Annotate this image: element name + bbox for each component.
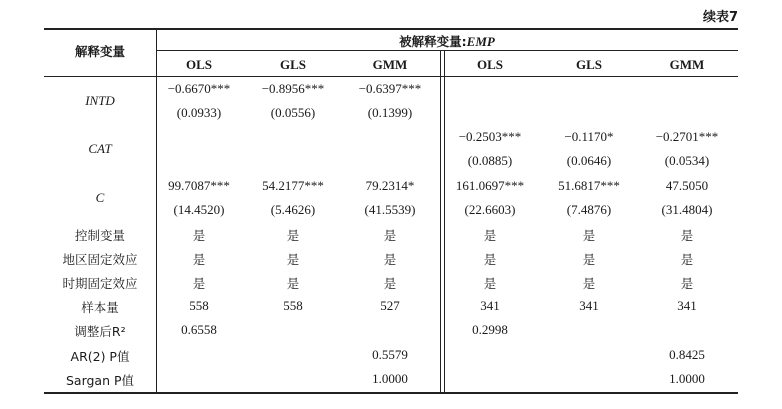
- c-coef-gmm-1: 79.2314*: [365, 178, 415, 193]
- intd-coef-gls-1: −0.8956***: [261, 81, 325, 96]
- time-fe-ols-1: 是: [192, 276, 206, 291]
- region-fe-gls-1: 是: [286, 252, 300, 267]
- row-label-intd: INTD: [85, 93, 115, 108]
- adj-r2-ols-1: 0.6558: [181, 322, 217, 337]
- cat-coef-gls-2: −0.1170*: [564, 129, 614, 144]
- c-se-gls-2: (7.4876): [566, 202, 612, 217]
- time-fe-gls-2: 是: [582, 276, 596, 291]
- n-gmm-1: 527: [380, 298, 400, 313]
- region-fe-gmm-2: 是: [680, 252, 694, 267]
- row-label-cat: CAT: [88, 141, 112, 156]
- bottom-rule: [44, 392, 738, 394]
- controls-ols-1: 是: [192, 228, 206, 243]
- row-label-c: C: [95, 190, 105, 205]
- dependent-variable-name: EMP: [466, 34, 495, 49]
- row-label-sample-size: 样本量: [81, 300, 119, 315]
- row-label-sargan: Sargan P值: [65, 373, 135, 388]
- controls-gls-2: 是: [582, 228, 596, 243]
- cat-se-gls-2: (0.0646): [566, 153, 612, 168]
- cat-coef-gmm-2: −0.2701***: [655, 129, 719, 144]
- regression-table: [44, 28, 738, 394]
- label-col-divider: [156, 28, 157, 394]
- c-se-ols-2: (22.6603): [464, 202, 516, 217]
- region-fe-ols-1: 是: [192, 252, 206, 267]
- intd-se-gls-1: (0.0556): [270, 105, 316, 120]
- n-ols-1: 558: [189, 298, 209, 313]
- intd-se-gmm-1: (0.1399): [367, 105, 413, 120]
- intd-coef-ols-1: −0.6670***: [167, 81, 231, 96]
- controls-gls-1: 是: [286, 228, 300, 243]
- sargan-gmm-2: 1.0000: [669, 371, 705, 386]
- region-fe-gmm-1: 是: [383, 252, 397, 267]
- time-fe-gmm-2: 是: [680, 276, 694, 291]
- table-caption: 续表7: [702, 10, 738, 25]
- n-ols-2: 341: [480, 298, 500, 313]
- col-header-gmm-1: GMM: [372, 57, 408, 72]
- col-header-gmm-2: GMM: [669, 57, 705, 72]
- col-header-gls-2: GLS: [575, 57, 603, 72]
- row-label-header: 解释变量: [74, 44, 126, 59]
- group-rule: [156, 50, 738, 51]
- controls-gmm-1: 是: [383, 228, 397, 243]
- cat-coef-ols-2: −0.2503***: [458, 129, 522, 144]
- ar2-gmm-2: 0.8425: [669, 347, 705, 362]
- c-coef-gmm-2: 47.5050: [665, 178, 709, 193]
- ar2-gmm-1: 0.5579: [372, 347, 408, 362]
- c-coef-gls-2: 51.6817***: [558, 178, 620, 193]
- row-label-time-fe: 时期固定效应: [62, 276, 138, 291]
- adj-r2-ols-2: 0.2998: [472, 322, 508, 337]
- header-rule: [44, 76, 738, 77]
- sargan-gmm-1: 1.0000: [372, 371, 408, 386]
- c-se-gls-1: (5.4626): [270, 202, 316, 217]
- time-fe-gls-1: 是: [286, 276, 300, 291]
- row-label-controls: 控制变量: [74, 228, 126, 243]
- dependent-variable-header: [399, 32, 495, 50]
- cat-se-gmm-2: (0.0534): [664, 153, 710, 168]
- region-fe-gls-2: 是: [582, 252, 596, 267]
- c-coef-gls-1: 54.2177***: [262, 178, 324, 193]
- intd-coef-gmm-1: −0.6397***: [358, 81, 422, 96]
- c-coef-ols-1: 99.7087***: [168, 178, 230, 193]
- n-gls-1: 558: [283, 298, 303, 313]
- row-label-region-fe: 地区固定效应: [62, 252, 138, 267]
- c-coef-ols-2: 161.0697***: [455, 178, 525, 193]
- col-header-ols-1: OLS: [185, 57, 213, 72]
- time-fe-gmm-1: 是: [383, 276, 397, 291]
- row-label-adj-r2: 调整后R²: [74, 324, 126, 339]
- group-divider-1: [440, 50, 441, 392]
- top-rule: [44, 28, 738, 30]
- region-fe-ols-2: 是: [483, 252, 497, 267]
- row-label-ar2: AR(2) P值: [70, 349, 130, 364]
- n-gmm-2: 341: [677, 298, 697, 313]
- c-se-gmm-2: (31.4804): [661, 202, 713, 217]
- intd-se-ols-1: (0.0933): [176, 105, 222, 120]
- col-header-ols-2: OLS: [476, 57, 504, 72]
- c-se-gmm-1: (41.5539): [364, 202, 416, 217]
- n-gls-2: 341: [579, 298, 599, 313]
- dependent-variable-label: 被解释变量:: [399, 34, 467, 49]
- c-se-ols-1: (14.4520): [173, 202, 225, 217]
- cat-se-ols-2: (0.0885): [467, 153, 513, 168]
- controls-gmm-2: 是: [680, 228, 694, 243]
- controls-ols-2: 是: [483, 228, 497, 243]
- col-header-gls-1: GLS: [279, 57, 307, 72]
- group-divider-2: [444, 50, 445, 392]
- time-fe-ols-2: 是: [483, 276, 497, 291]
